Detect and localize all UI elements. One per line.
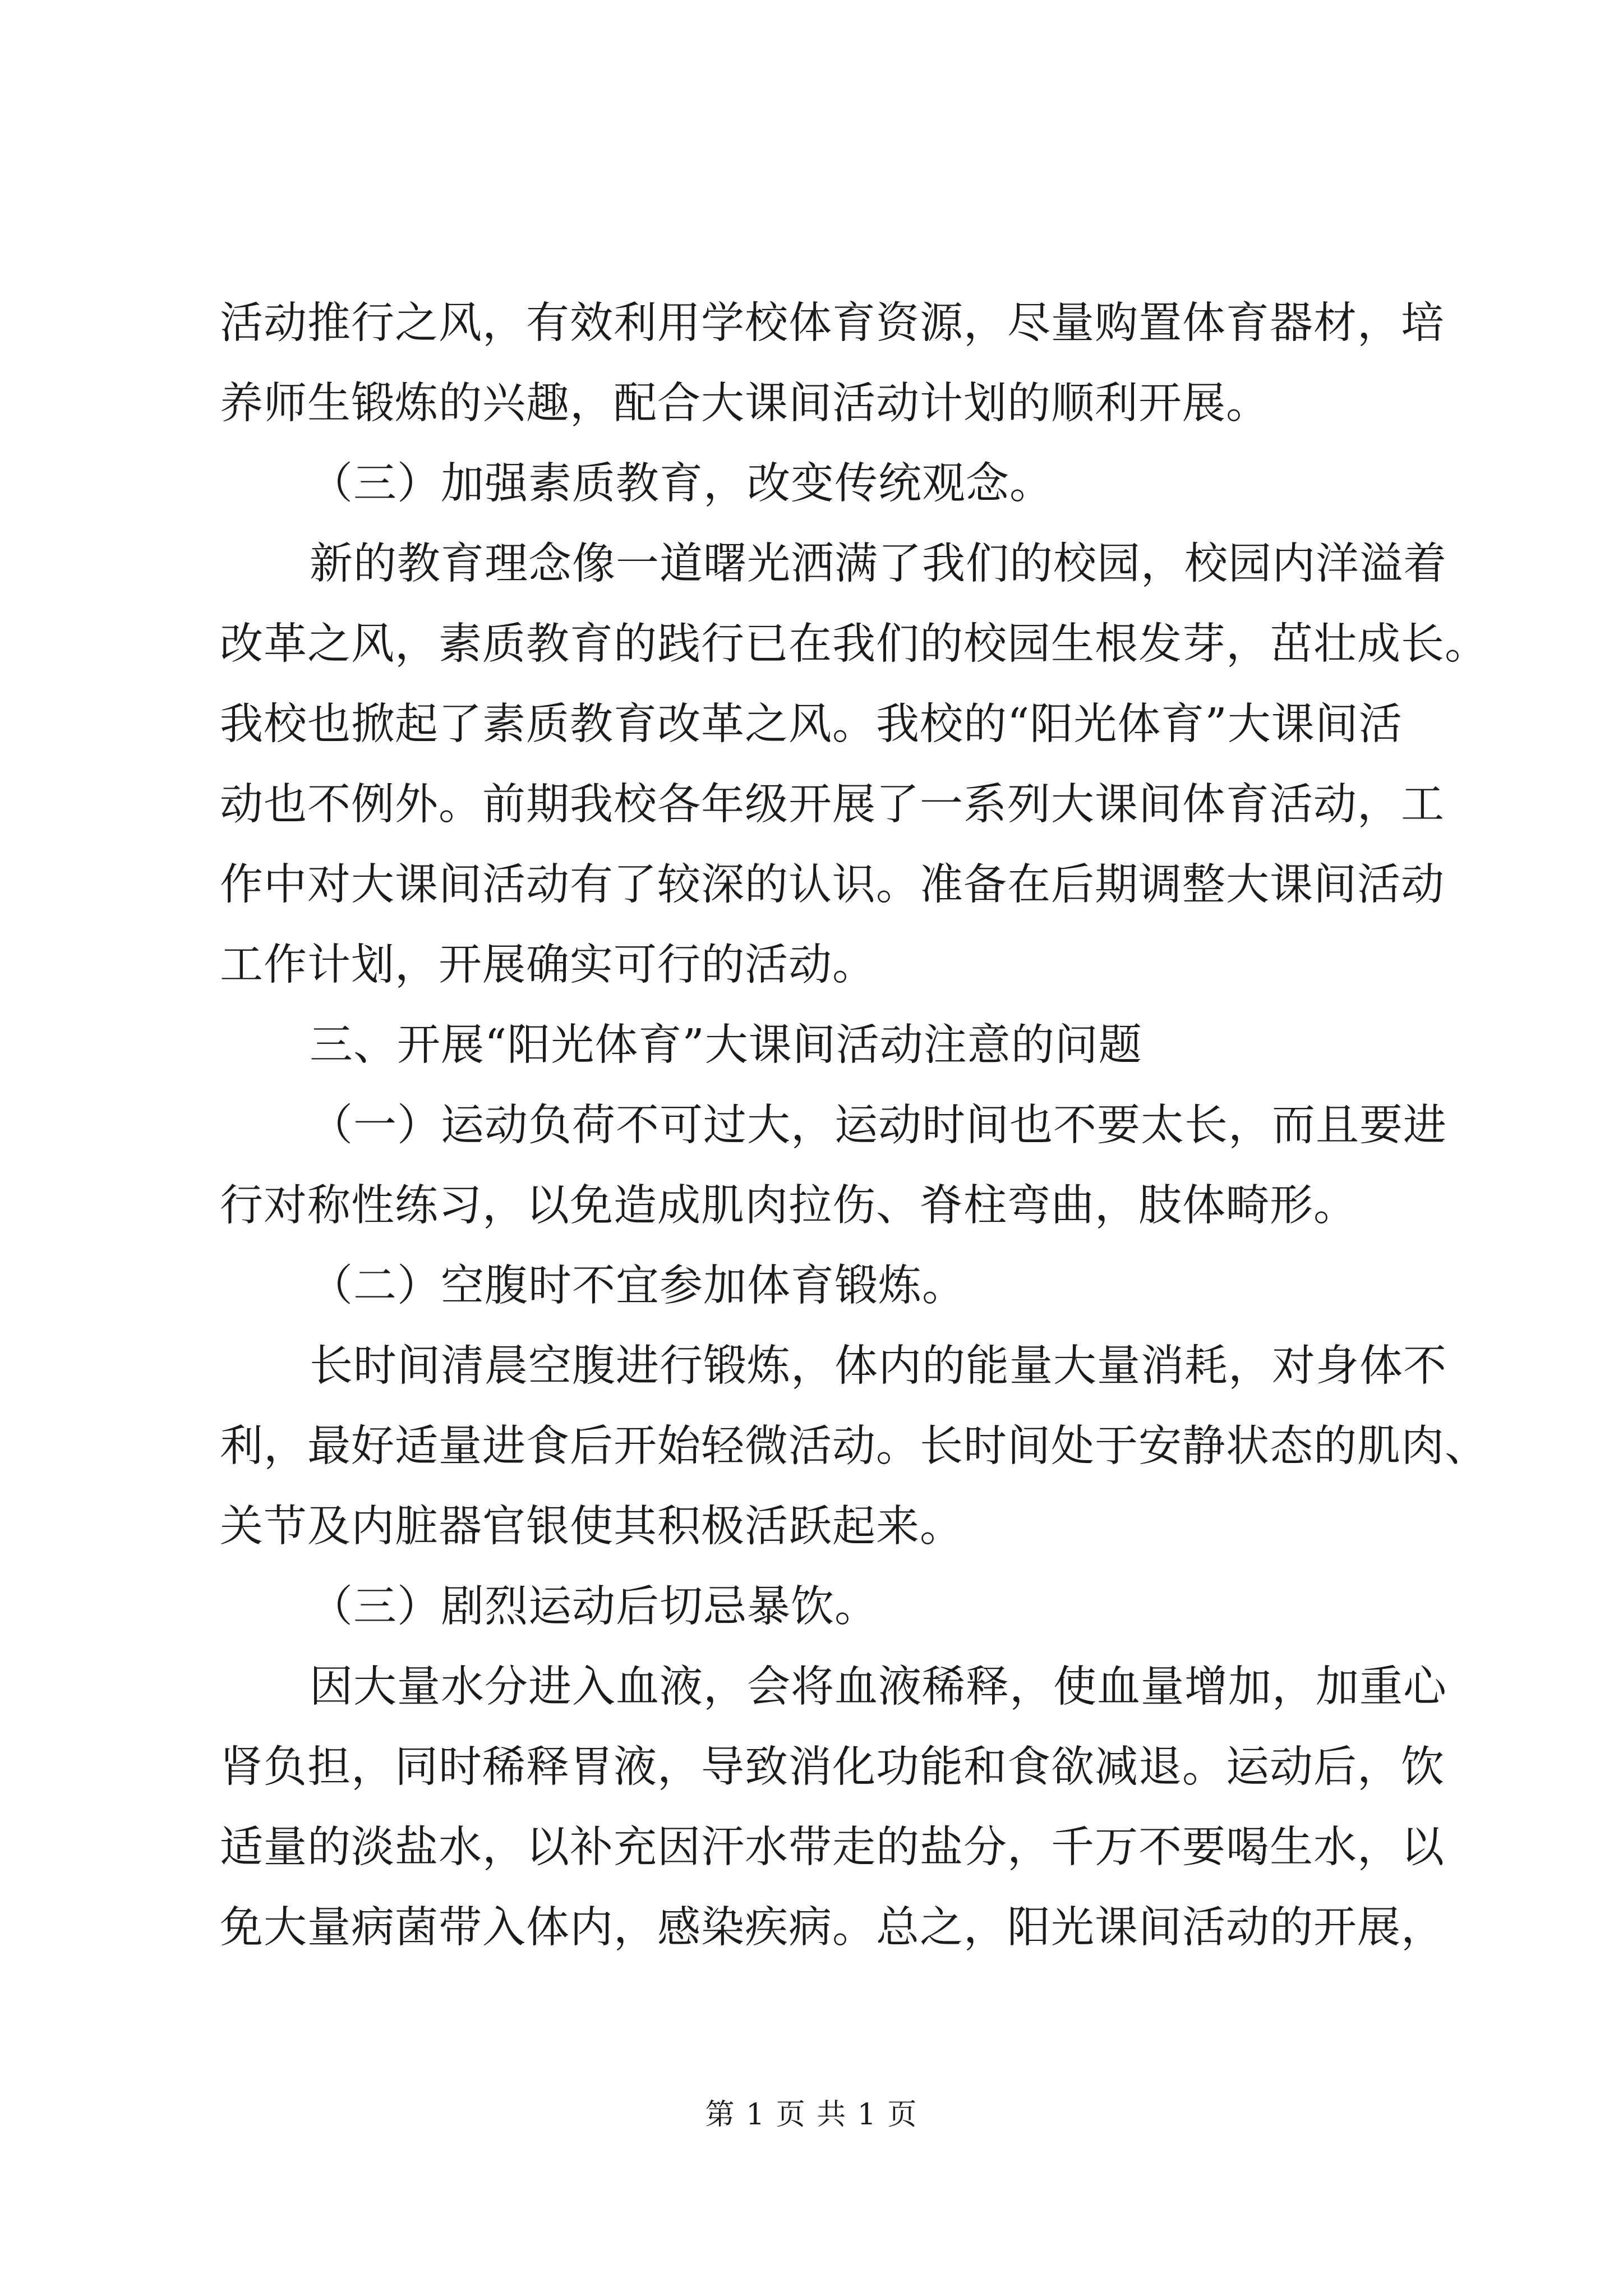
body-line: 长时间清晨空腹进行锻炼，体内的能量大量消耗，对身体不 — [310, 1341, 1447, 1391]
body-line: 行对称性练习，以免造成肌肉拉伤、脊柱弯曲，肢体畸形。 — [220, 1181, 1357, 1231]
body-line: 免大量病菌带入体内，感染疾病。总之，阳光课间活动的开展， — [220, 1903, 1445, 1953]
body-line: 适量的淡盐水，以补充因汗水带走的盐分，千万不要喝生水，以 — [220, 1823, 1445, 1872]
section-heading: （二）空腹时不宜参加体育锻炼。 — [310, 1261, 966, 1311]
body-line: 因大量水分进入血液，会将血液稀释，使血量增加，加重心 — [310, 1662, 1447, 1712]
body-line: （一）运动负荷不可过大，运动时间也不要太长，而且要进 — [310, 1101, 1447, 1151]
body-line: 改革之风，素质教育的践行已在我们的校园生根发芽，茁壮成长。 — [220, 619, 1488, 669]
section-heading: 三、开展“阳光体育”大课间活动注意的问题 — [310, 1020, 1142, 1070]
body-line: 养师生锻炼的兴趣，配合大课间活动计划的顺利开展。 — [220, 379, 1270, 429]
body-line: 我校也掀起了素质教育改革之风。我校的“阳光体育”大课间活 — [220, 700, 1403, 749]
section-heading: （三）加强素质教育，改变传统观念。 — [310, 459, 1053, 509]
body-line: 工作计划，开展确实可行的活动。 — [220, 940, 876, 990]
body-line: 肾负担，同时稀释胃液，导致消化功能和食欲减退。运动后，饮 — [220, 1742, 1445, 1792]
body-line: 动也不例外。前期我校各年级开展了一系列大课间体育活动，工 — [220, 780, 1445, 830]
body-line: 活动推行之风，有效利用学校体育资源，尽量购置体育器材，培 — [220, 298, 1445, 348]
body-line: 利，最好适量进食后开始轻微活动。长时间处于安静状态的肌肉、 — [220, 1421, 1488, 1471]
page-number: 第 1 页 共 1 页 — [705, 2098, 918, 2132]
document-body — [220, 283, 1488, 1968]
page-footer — [0, 2098, 1623, 2132]
body-line: 关节及内脏器官银使其积极活跃起来。 — [220, 1502, 963, 1552]
section-heading: （三）剧烈运动后切忌暴饮。 — [310, 1582, 878, 1632]
body-line: 作中对大课间活动有了较深的认识。准备在后期调整大课间活动 — [220, 860, 1445, 910]
body-line: 新的教育理念像一道曙光洒满了我们的校园，校园内洋溢着 — [310, 539, 1447, 589]
